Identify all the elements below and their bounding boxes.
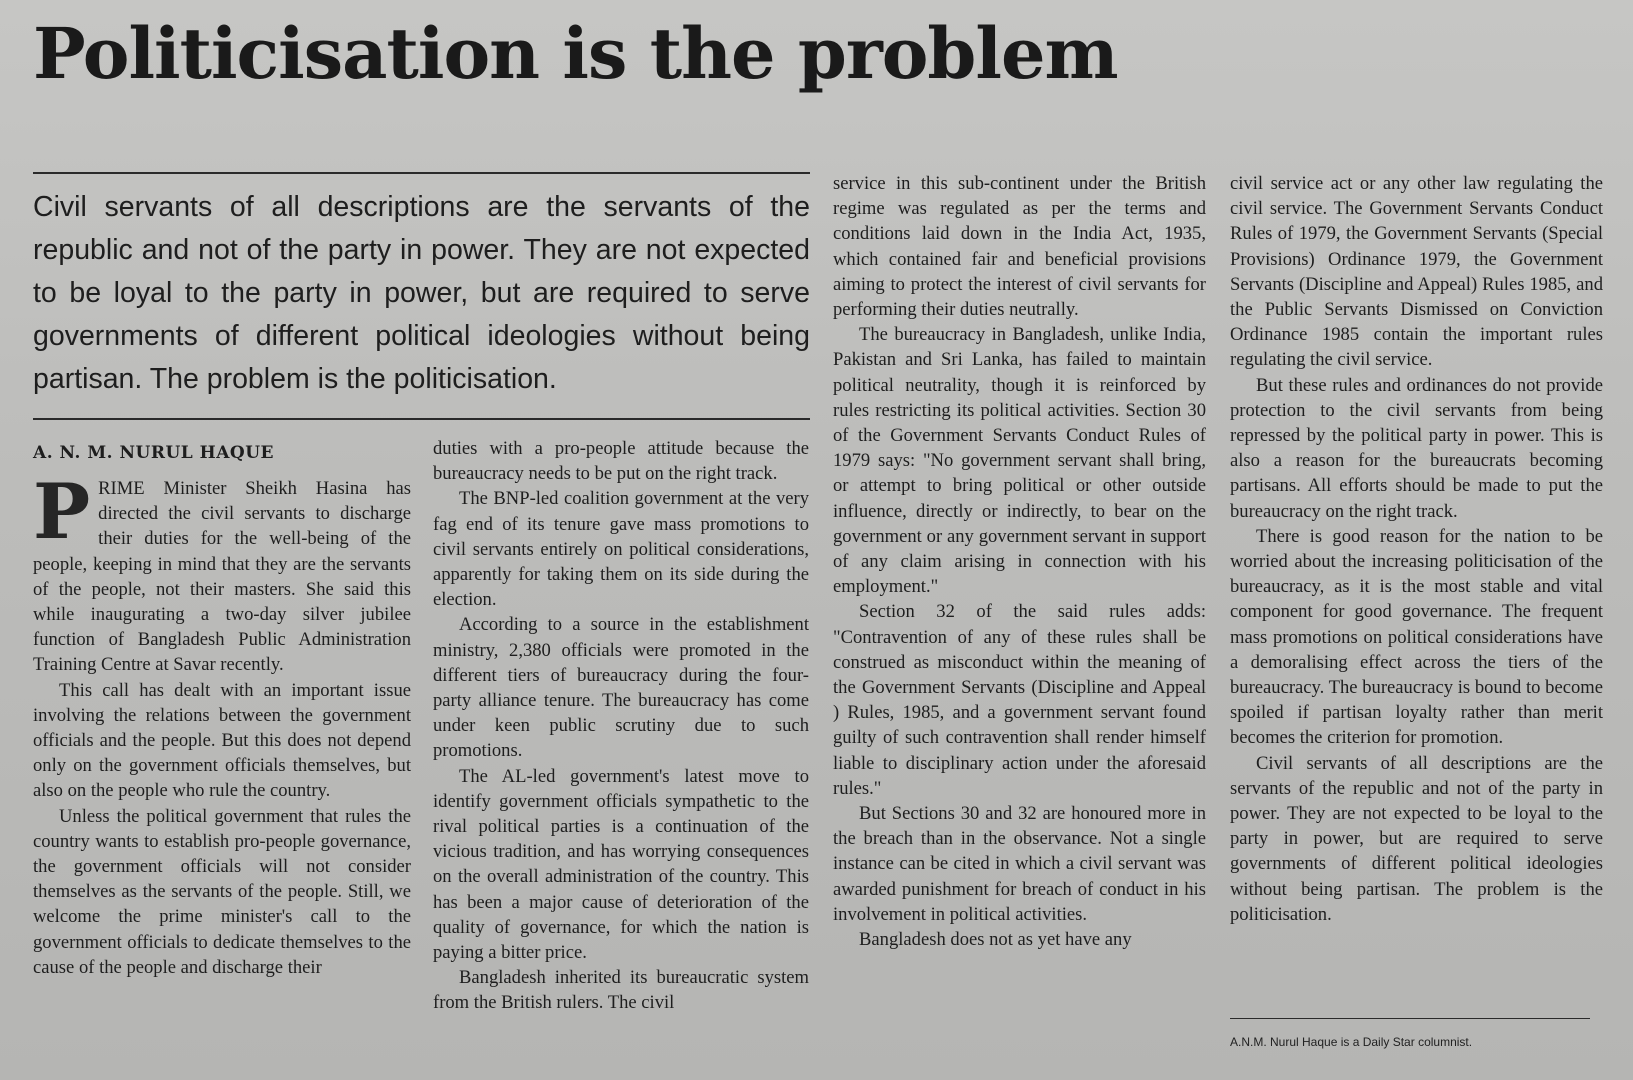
paragraph: Bangladesh inherited its bureaucratic system from the British rulers. The civil	[433, 967, 809, 1014]
article-column-3	[833, 171, 1206, 952]
paragraph: But Sections 30 and 32 are honoured more in the breach than in the observance. Not a single instance can be cited in which a civil servant was awarded punishment for breach of conduct in his involvement in political activities.	[833, 803, 1206, 925]
paragraph: The BNP-led coalition government at the very fag end of its tenure gave mass promotions to civil servants entirely on political considerations, apparently for taking them on its side during the election.	[433, 488, 809, 611]
paragraph: Unless the political government that rules the country wants to establish pro-people governance, the government officials will not consider themselves as the servants of the people. Still, we welcome the prime minister's call to the government officials to dedicate themselves to the cause of the people and discharge their	[33, 805, 411, 978]
paragraph: This call has dealt with an important issue involving the relations between the government officials and the people. But this does not depend only on the government officials themselves, but also on the people who rule the country.	[33, 679, 411, 802]
standfirst-bottom-rule	[33, 418, 810, 420]
paragraph-continuation: duties with a pro-people attitude because the bureaucracy needs to be put on the right track.	[433, 438, 809, 485]
footer-rule	[1230, 1018, 1590, 1019]
article-column-1	[33, 467, 411, 980]
drop-cap: P	[33, 467, 91, 556]
paragraph-continuation: service in this sub-continent under the British regime was regulated as per the terms and conditions laid down in the India Act, 1935, which contained fair and beneficial provisions aiming to protect the interest of civil servants for performing their duties neutrally.	[833, 173, 1206, 321]
paragraph: Bangladesh does not as yet have any	[859, 929, 1132, 951]
standfirst: Civil servants of all descriptions are the servants of the republic and not of the party in power. They are not expected to be loyal to the party in power, but are required to serve governments of different political ideologies without being partisan. The problem is the politicisation.	[33, 191, 810, 395]
paragraph: The AL-led government's latest move to identify government officials sympathetic to the rival political parties is a continuation of the vicious tradition, and has worrying consequences on the overall administration of the country. This has been a major cause of deterioration of the quality of governance, for which the nation is paying a bitter price.	[433, 765, 809, 964]
lead-paragraph-text: RIME Minister Sheikh Hasina has directed the civil servants to discharge their duties for the well-being of the people, keeping in mind that they are the servants of the people, not their masters. She said this while inaugurating a two-day silver jubilee function of Bangladesh Public Administration Training Centre at Savar recently.	[33, 478, 411, 676]
paragraph: Civil servants of all descriptions are the servants of the republic and not of the party in power. They are not expected to be loyal to the party in power, but are required to serve governments of different political ideologies without being partisan. The problem is the politicisation.	[1230, 752, 1603, 925]
paragraph-continuation: civil service act or any other law regulating the civil service. The Government Servants Conduct Rules of 1979, the Government Servants (Special Provisions) Ordinance 1979, the Government Servants (Discipline and Appeal) Rules 1985, and the Public Servants Dismissed on Conviction Ordinance 1985 contain the important rules regulating the civil service.	[1230, 173, 1603, 371]
paragraph: Section 32 of the said rules adds: "Contravention of any of these rules shall be construed as misconduct within the meaning of the Government Servants (Discipline and Appeal ) Rules, 1985, and a government servant found guilty of such contravention shall render himself liable to disciplinary action under the aforesaid rules."	[833, 601, 1206, 799]
article-column-2	[433, 436, 809, 1016]
byline: A. N. M. NURUL HAQUE	[33, 443, 275, 463]
paragraph: According to a source in the establishment ministry, 2,380 officials were promoted in the different tiers of bureaucracy during the four-party alliance tenure. The bureaucracy has come under keen public scrutiny due to such promotions.	[433, 614, 809, 762]
lead-paragraph	[33, 467, 411, 678]
standfirst-top-rule	[33, 172, 810, 174]
paragraph: But these rules and ordinances do not provide protection to the civil servants from being repressed by the political party in power. This is also a reason for the bureaucrats becoming partisans. All efforts should be made to put the bureaucracy on the right track.	[1230, 374, 1603, 522]
author-note: A.N.M. Nurul Haque is a Daily Star columnist.	[1230, 1035, 1473, 1049]
paragraph: The bureaucracy in Bangladesh, unlike India, Pakistan and Sri Lanka, has failed to maintain political neutrality, though it is reinforced by rules restricting its political activities. Section 30 of the Government Servants Conduct Rules of 1979 says: "No government servant shall bring, or attempt to bring political or other outside influence, directly or indirectly, to bear on the government or any government servant in support of any claim arising in connection with his employment."	[833, 324, 1206, 598]
headline: Politicisation is the problem	[33, 12, 1118, 95]
article-column-4	[1230, 171, 1603, 927]
paragraph: There is good reason for the nation to be worried about the increasing politicisation of the bureaucracy, as it is the most stable and vital component for good governance. The frequent mass promotions on political considerations have a demoralising effect across the tiers of the bureaucracy. The bureaucracy is bound to become spoiled if partisan loyalty rather than merit becomes the criterion for promotion.	[1230, 525, 1603, 749]
